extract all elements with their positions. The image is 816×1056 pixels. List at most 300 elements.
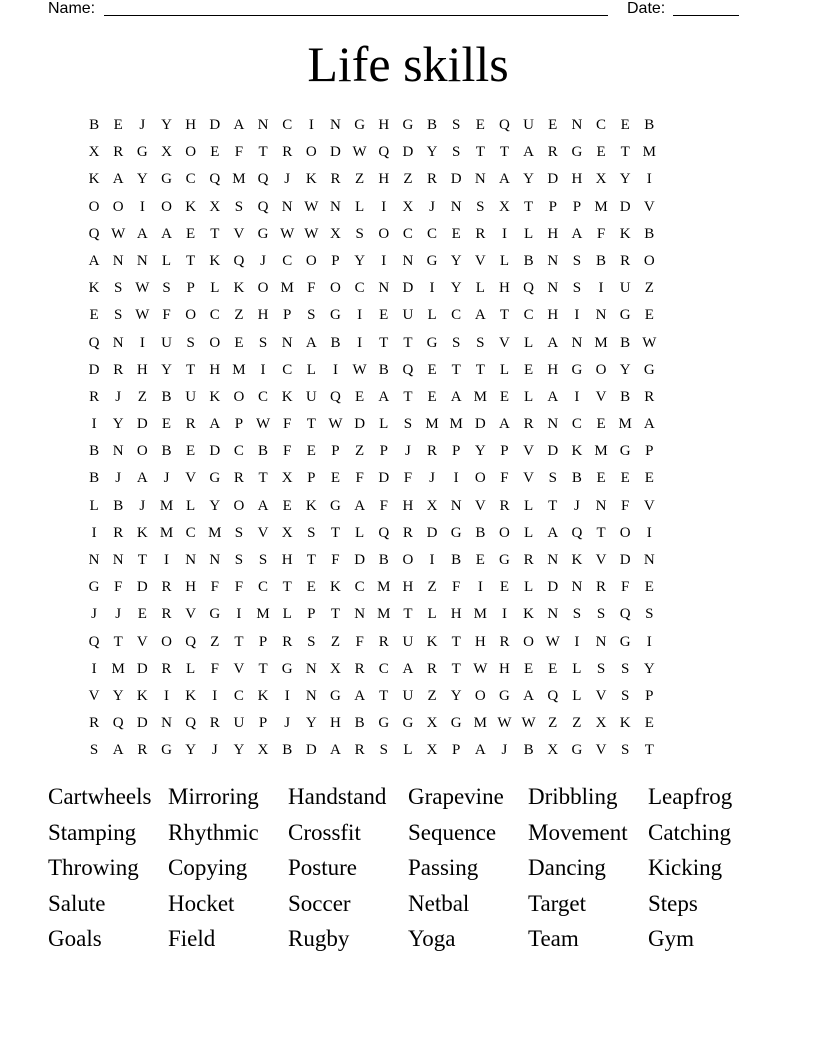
grid-letter: Z — [427, 579, 437, 596]
grid-letter: S — [114, 280, 123, 297]
grid-letter: A — [547, 388, 559, 405]
grid-letter: T — [137, 552, 147, 568]
grid-letter: W — [135, 280, 150, 297]
grid-letter: H — [499, 280, 510, 297]
grid-letter: M — [208, 524, 222, 541]
grid-letter: E — [548, 117, 558, 133]
grid-row — [82, 139, 734, 166]
grid-letter: B — [378, 361, 389, 378]
grid-letter: N — [547, 252, 559, 269]
grid-letter: K — [619, 225, 631, 242]
grid-letter: K — [619, 715, 631, 732]
grid-letter: G — [571, 144, 583, 161]
grid-letter: A — [523, 144, 535, 161]
grid-letter: P — [186, 280, 195, 297]
grid-letter: L — [355, 198, 365, 215]
grid-letter: X — [281, 524, 293, 541]
grid-letter: I — [429, 552, 435, 568]
grid-letter: H — [136, 361, 148, 378]
grid-letter: O — [499, 524, 510, 541]
grid-letter: N — [112, 252, 124, 269]
grid-letter: L — [524, 497, 534, 514]
grid-row — [82, 574, 734, 601]
grid-letter: N — [305, 687, 317, 704]
grid-letter: G — [330, 687, 341, 704]
grid-letter: F — [210, 579, 219, 596]
grid-letter: C — [378, 660, 389, 677]
grid-letter: B — [644, 117, 655, 133]
grid-letter: R — [113, 361, 124, 378]
grid-letter: S — [596, 606, 606, 623]
grid-letter: N — [547, 416, 559, 433]
grid-letter: Q — [88, 633, 100, 650]
grid-letter: D — [547, 171, 559, 188]
grid-letter: X — [595, 715, 607, 732]
grid-letter: A — [233, 117, 245, 133]
grid-letter: E — [282, 497, 292, 514]
grid-letter: V — [643, 198, 655, 215]
grid-letter: C — [233, 687, 244, 704]
grid-letter: L — [89, 497, 99, 514]
grid-letter: E — [644, 307, 654, 324]
grid-letter: Y — [450, 252, 462, 269]
grid-letter: Y — [523, 171, 535, 188]
grid-letter: F — [234, 144, 244, 161]
grid-letter: I — [139, 198, 145, 215]
grid-letter: W — [545, 633, 560, 650]
grid-letter: V — [643, 497, 655, 514]
grid-letter: I — [163, 552, 169, 568]
grid-letter: N — [595, 497, 607, 514]
grid-letter: I — [212, 687, 218, 704]
grid-letter: O — [161, 198, 172, 215]
grid-letter: O — [257, 280, 269, 297]
grid-letter: S — [620, 660, 630, 677]
grid-letter: Y — [474, 443, 486, 460]
grid-letter: V — [595, 742, 607, 759]
grid-letter: N — [402, 252, 414, 269]
name-blank-line[interactable] — [104, 15, 608, 16]
word-list-item: Netbal — [408, 890, 470, 916]
grid-letter: X — [547, 742, 559, 759]
grid-letter: G — [643, 361, 655, 378]
grid-letter: R — [89, 715, 100, 732]
grid-letter: S — [234, 552, 244, 568]
word-list-item: Sequence — [408, 819, 497, 845]
grid-letter: W — [642, 334, 657, 351]
grid-letter: L — [499, 252, 510, 269]
word-list-item: Target — [528, 890, 586, 916]
grid-letter: G — [88, 579, 100, 596]
grid-letter: C — [282, 252, 293, 269]
grid-row — [82, 112, 734, 139]
grid-letter: R — [282, 144, 293, 161]
grid-letter: P — [645, 687, 654, 704]
grid-letter: J — [115, 388, 122, 405]
grid-row — [82, 384, 734, 411]
grid-letter: B — [113, 497, 124, 514]
grid-letter: R — [89, 388, 100, 405]
grid-letter: C — [258, 388, 269, 405]
grid-letter: G — [402, 117, 414, 133]
grid-letter: A — [499, 171, 510, 188]
grid-letter: M — [111, 660, 125, 677]
grid-letter: Q — [185, 715, 197, 732]
grid-letter: F — [331, 552, 340, 568]
grid-letter: S — [355, 225, 364, 242]
grid-letter: M — [594, 334, 608, 351]
grid-letter: D — [136, 579, 148, 596]
grid-row — [82, 438, 734, 465]
grid-letter: U — [523, 117, 535, 133]
grid-letter: I — [308, 117, 314, 133]
word-search-grid — [82, 112, 734, 765]
grid-letter: O — [643, 252, 655, 269]
grid-letter: R — [427, 171, 438, 188]
grid-letter: S — [572, 606, 582, 623]
grid-letter: C — [185, 171, 196, 188]
grid-letter: U — [402, 307, 414, 324]
grid-letter: Q — [619, 606, 631, 623]
grid-letter: T — [330, 606, 341, 623]
grid-letter: X — [209, 198, 221, 215]
word-list-item: Stamping — [48, 819, 137, 845]
grid-letter: R — [137, 742, 148, 759]
grid-letter: Q — [547, 687, 559, 704]
grid-letter: D — [619, 198, 631, 215]
grid-row — [82, 357, 734, 384]
grid-letter: T — [379, 687, 389, 704]
grid-letter: B — [378, 552, 389, 568]
grid-letter: O — [233, 497, 245, 514]
grid-letter: N — [643, 552, 655, 568]
grid-letter: W — [304, 225, 319, 242]
grid-letter: M — [377, 579, 391, 596]
grid-letter: L — [306, 361, 316, 378]
word-list-item: Kicking — [648, 855, 723, 880]
grid-letter: E — [161, 416, 172, 433]
grid-letter: B — [644, 225, 655, 242]
grid-letter: A — [450, 388, 462, 405]
grid-letter: X — [330, 225, 341, 242]
grid-letter: N — [571, 579, 583, 596]
grid-letter: K — [305, 497, 317, 514]
grid-letter: O — [305, 252, 317, 269]
grid-letter: L — [186, 660, 196, 677]
grid-letter: N — [112, 443, 124, 460]
grid-letter: Q — [88, 334, 100, 351]
grid-letter: P — [500, 443, 509, 460]
grid-letter: D — [209, 443, 221, 460]
grid-letter: S — [645, 606, 654, 623]
grid-letter: B — [89, 443, 100, 460]
grid-letter: J — [284, 715, 291, 732]
grid-letter: E — [475, 117, 485, 133]
grid-letter: N — [136, 252, 148, 269]
grid-letter: N — [474, 171, 486, 188]
grid-letter: R — [161, 660, 172, 677]
grid-letter: N — [281, 198, 293, 215]
grid-row — [82, 221, 734, 248]
grid-row — [82, 629, 734, 656]
grid-letter: T — [499, 307, 510, 324]
grid-letter: K — [185, 198, 197, 215]
grid-letter: T — [403, 606, 413, 623]
grid-letter: I — [646, 524, 652, 541]
grid-letter: E — [137, 606, 147, 623]
word-list-item: Mirroring — [168, 784, 259, 809]
grid-letter: X — [595, 171, 607, 188]
grid-letter: W — [521, 715, 536, 732]
grid-letter: J — [501, 742, 508, 759]
grid-letter: E — [186, 443, 196, 460]
grid-letter: D — [619, 552, 631, 568]
grid-letter: D — [378, 470, 390, 487]
grid-letter: B — [427, 117, 438, 133]
grid-letter: X — [426, 742, 438, 759]
grid-letter: T — [524, 198, 534, 215]
grid-letter: P — [258, 715, 268, 732]
grid-letter: K — [88, 280, 100, 297]
grid-letter: C — [354, 280, 365, 297]
grid-letter: J — [211, 742, 218, 759]
grid-letter: B — [523, 252, 534, 269]
grid-letter: V — [499, 334, 510, 351]
grid-letter: T — [306, 416, 316, 433]
grid-letter: D — [547, 579, 559, 596]
grid-letter: Q — [233, 252, 245, 269]
grid-letter: Y — [643, 660, 655, 677]
word-list-item: Dancing — [528, 855, 606, 880]
grid-letter: X — [257, 742, 269, 759]
grid-letter: T — [379, 334, 389, 351]
grid-letter: G — [136, 144, 148, 161]
grid-letter: J — [404, 443, 411, 460]
grid-letter: L — [355, 524, 365, 541]
grid-letter: T — [258, 144, 268, 161]
grid-letter: D — [402, 144, 414, 161]
grid-letter: X — [330, 660, 341, 677]
grid-letter: T — [548, 497, 558, 514]
grid-letter: O — [402, 552, 414, 568]
grid-letter: J — [163, 470, 170, 487]
grid-letter: T — [306, 552, 316, 568]
word-list-item: Crossfit — [288, 819, 361, 845]
grid-letter: F — [210, 660, 219, 677]
grid-letter: D — [136, 416, 148, 433]
grid-letter: K — [281, 388, 293, 405]
grid-letter: H — [185, 117, 197, 133]
grid-letter: C — [233, 443, 244, 460]
grid-letter: I — [429, 280, 435, 297]
grid-letter: Q — [185, 633, 197, 650]
grid-letter: R — [233, 470, 244, 487]
grid-letter: N — [595, 633, 607, 650]
word-list-item: Posture — [288, 855, 357, 880]
grid-letter: P — [548, 198, 557, 215]
word-list-item: Hocket — [168, 890, 235, 916]
grid-letter: Z — [234, 307, 244, 324]
grid-letter: L — [427, 307, 437, 324]
grid-letter: P — [331, 252, 340, 269]
grid-letter: J — [260, 252, 266, 269]
grid-letter: G — [209, 606, 221, 623]
grid-letter: R — [282, 633, 293, 650]
grid-letter: I — [284, 687, 290, 704]
grid-letter: A — [305, 334, 317, 351]
grid-letter: Z — [137, 388, 147, 405]
grid-letter: Z — [210, 633, 220, 650]
grid-letter: H — [547, 307, 559, 324]
grid-letter: L — [282, 606, 292, 623]
grid-letter: B — [596, 252, 607, 269]
grid-letter: E — [427, 361, 437, 378]
grid-letter: O — [112, 198, 124, 215]
grid-letter: Y — [426, 144, 438, 161]
grid-letter: E — [306, 579, 316, 596]
grid-letter: Y — [305, 715, 317, 732]
grid-letter: A — [354, 687, 366, 704]
grid-row — [82, 601, 734, 628]
grid-letter: A — [474, 307, 486, 324]
grid-letter: P — [258, 633, 268, 650]
grid-letter: Y — [161, 117, 172, 133]
grid-letter: P — [452, 443, 461, 460]
grid-letter: L — [403, 742, 413, 759]
date-blank-line[interactable] — [673, 15, 739, 16]
grid-letter: M — [159, 524, 174, 541]
grid-letter: D — [330, 144, 341, 161]
grid-row — [82, 493, 734, 520]
grid-letter: Q — [330, 388, 341, 405]
grid-letter: M — [159, 497, 174, 514]
grid-letter: G — [571, 361, 583, 378]
grid-letter: O — [330, 280, 341, 297]
grid-letter: J — [429, 470, 435, 487]
grid-letter: O — [595, 361, 607, 378]
grid-letter: S — [620, 742, 630, 759]
grid-letter: J — [115, 470, 122, 487]
grid-letter: Z — [355, 171, 365, 188]
grid-letter: S — [186, 334, 195, 351]
grid-letter: S — [307, 307, 316, 324]
grid-letter: X — [88, 144, 100, 161]
grid-letter: A — [643, 416, 655, 433]
grid-letter: V — [595, 388, 607, 405]
grid-letter: Q — [88, 225, 100, 242]
grid-letter: I — [332, 361, 338, 378]
grid-letter: C — [402, 225, 413, 242]
grid-letter: T — [210, 225, 220, 242]
grid-letter: Z — [403, 171, 413, 188]
grid-letter: I — [574, 307, 580, 324]
grid-letter: U — [233, 715, 245, 732]
grid-letter: A — [112, 742, 124, 759]
grid-letter: R — [523, 416, 534, 433]
grid-letter: P — [307, 606, 316, 623]
grid-letter: N — [330, 117, 341, 133]
grid-letter: D — [547, 443, 559, 460]
grid-letter: N — [547, 606, 559, 623]
grid-letter: K — [185, 687, 197, 704]
grid-letter: H — [402, 497, 414, 514]
word-list-item: Passing — [408, 855, 479, 880]
grid-letter: Z — [548, 715, 558, 732]
grid-letter: C — [354, 579, 365, 596]
grid-letter: K — [571, 552, 583, 568]
grid-letter: Y — [354, 252, 366, 269]
grid-letter: U — [305, 388, 317, 405]
grid-letter: N — [571, 117, 583, 133]
grid-letter: Y — [185, 742, 197, 759]
grid-letter: I — [260, 361, 266, 378]
grid-letter: S — [572, 252, 582, 269]
grid-letter: S — [258, 334, 268, 351]
grid-letter: E — [306, 443, 316, 460]
grid-letter: F — [403, 470, 413, 487]
grid-letter: T — [234, 633, 244, 650]
grid-letter: P — [331, 443, 340, 460]
grid-letter: H — [281, 552, 293, 568]
grid-letter: K — [523, 606, 535, 623]
grid-letter: R — [113, 524, 124, 541]
grid-letter: T — [186, 252, 196, 269]
grid-letter: T — [644, 742, 654, 759]
grid-letter: E — [355, 388, 365, 405]
grid-letter: R — [354, 742, 365, 759]
grid-letter: N — [330, 198, 341, 215]
grid-letter: X — [161, 144, 172, 161]
grid-letter: T — [451, 633, 461, 650]
grid-letter: J — [115, 606, 122, 623]
grid-letter: M — [232, 171, 246, 188]
grid-letter: R — [378, 633, 389, 650]
grid-letter: S — [548, 470, 557, 487]
grid-letter: I — [381, 252, 387, 269]
grid-letter: L — [524, 334, 534, 351]
grid-letter: M — [280, 280, 294, 297]
grid-letter: M — [377, 606, 391, 623]
grid-letter: Y — [112, 687, 124, 704]
grid-letter: E — [596, 416, 606, 433]
grid-letter: E — [186, 225, 196, 242]
grid-letter: Z — [572, 715, 582, 732]
grid-letter: V — [595, 552, 607, 568]
grid-letter: Y — [450, 280, 462, 297]
grid-letter: E — [596, 144, 606, 161]
grid-letter: G — [450, 524, 462, 541]
grid-letter: G — [499, 552, 510, 568]
grid-letter: E — [644, 715, 654, 732]
grid-letter: S — [596, 660, 606, 677]
grid-letter: M — [473, 388, 487, 405]
grid-letter: O — [185, 307, 197, 324]
grid-letter: E — [451, 225, 461, 242]
grid-letter: X — [281, 470, 293, 487]
grid-letter: K — [136, 687, 148, 704]
grid-letter: K — [571, 443, 583, 460]
grid-letter: L — [210, 280, 220, 297]
grid-letter: E — [644, 579, 654, 596]
grid-letter: L — [524, 579, 534, 596]
grid-letter: S — [234, 524, 244, 541]
grid-letter: E — [475, 552, 485, 568]
grid-letter: M — [594, 443, 608, 460]
grid-letter: Y — [161, 361, 172, 378]
grid-letter: O — [619, 524, 631, 541]
grid-letter: N — [185, 552, 197, 568]
grid-letter: E — [330, 470, 341, 487]
